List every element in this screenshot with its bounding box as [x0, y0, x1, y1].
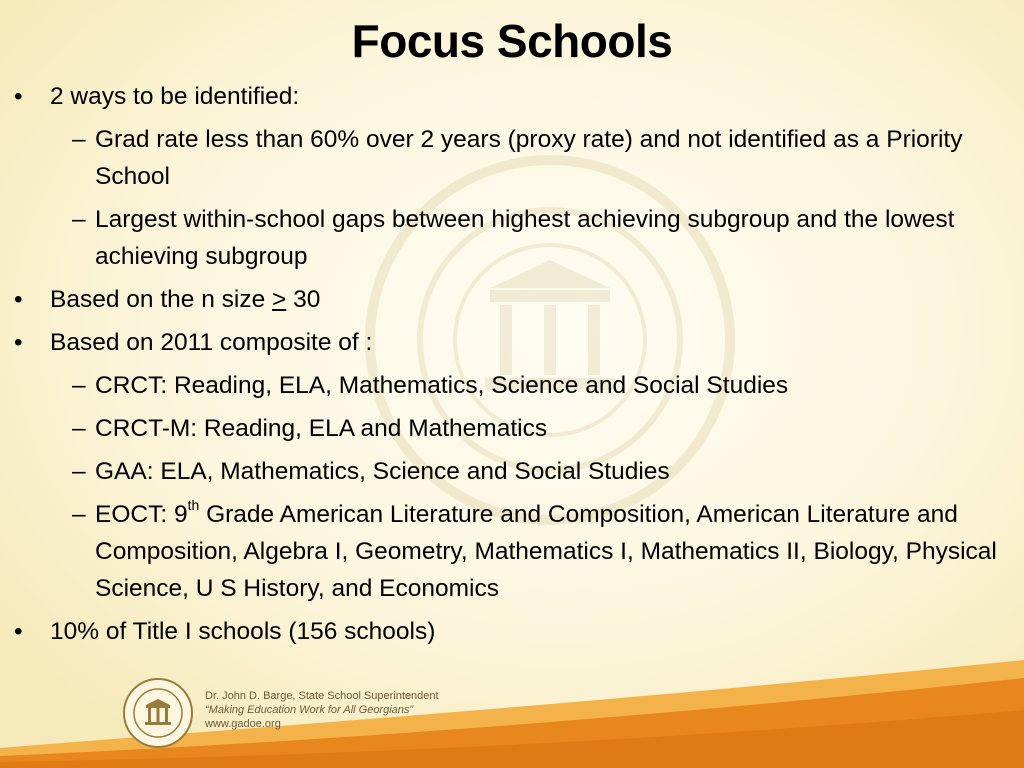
sub-list-item: [0, 453, 1024, 490]
list-item-text: CRCT: Reading, ELA, Mathematics, Science and Social Studies: [95, 372, 789, 399]
greater-equal-symbol: >: [272, 286, 287, 313]
superscript: th: [187, 496, 200, 513]
superintendent-line: Dr. John D. Barge, State School Superintendent: [205, 690, 439, 702]
dash-marker: –: [72, 372, 86, 399]
list-item-text: Grad rate less than 60% over 2 years (proxy rate) and not identified as a Priority School: [95, 126, 963, 190]
bullet-marker: •: [14, 618, 23, 645]
dash-marker: –: [72, 415, 86, 442]
dash-marker: –: [72, 458, 86, 485]
list-item-text: 10% of Title I schools (156 schools): [50, 618, 436, 645]
dash-marker: –: [72, 501, 86, 528]
list-item-text: Based on the n size: [50, 286, 273, 313]
list-item-text: Based on 2011 composite of :: [50, 329, 373, 356]
bullet-marker: •: [14, 329, 23, 356]
list-item-text: 30: [286, 286, 321, 313]
sub-list-item: [0, 367, 1024, 404]
sub-list-item: [0, 496, 1024, 607]
list-item-text: EOCT: 9: [95, 501, 188, 528]
list-item-text: GAA: ELA, Mathematics, Science and Social Studies: [95, 458, 670, 485]
list-item: [0, 613, 1024, 650]
list-item-text: CRCT-M: Reading, ELA and Mathematics: [95, 415, 548, 442]
list-item: [0, 78, 1024, 115]
bullet-marker: •: [14, 83, 23, 110]
motto-line: “Making Education Work for All Georgians”: [205, 704, 414, 716]
dash-marker: –: [72, 206, 86, 233]
footer-text: [205, 689, 439, 731]
list-item-text: Largest within-school gaps between highest achieving subgroup and the lowest achieving subgroup: [95, 206, 955, 270]
department-of-education-seal-icon: [122, 677, 194, 749]
list-item: [0, 281, 1024, 318]
bullet-marker: •: [14, 286, 23, 313]
page-title: Focus Schools: [351, 15, 673, 67]
sub-list-item: [0, 410, 1024, 447]
sub-list-item: [0, 121, 1024, 195]
website-link[interactable]: www.gadoe.org: [205, 718, 281, 730]
bullet-list: [0, 78, 1024, 650]
sub-list-item: [0, 201, 1024, 275]
list-item-text: Grade American Literature and Composition, American Literature and Composition, Algebra I, Geometry, Mathematics I, Mathematics II, Biology, Physical Science, U S History, and Economics: [95, 501, 997, 602]
dash-marker: –: [72, 126, 86, 153]
list-item: [0, 324, 1024, 361]
list-item-text: 2 ways to be identified:: [50, 83, 300, 110]
